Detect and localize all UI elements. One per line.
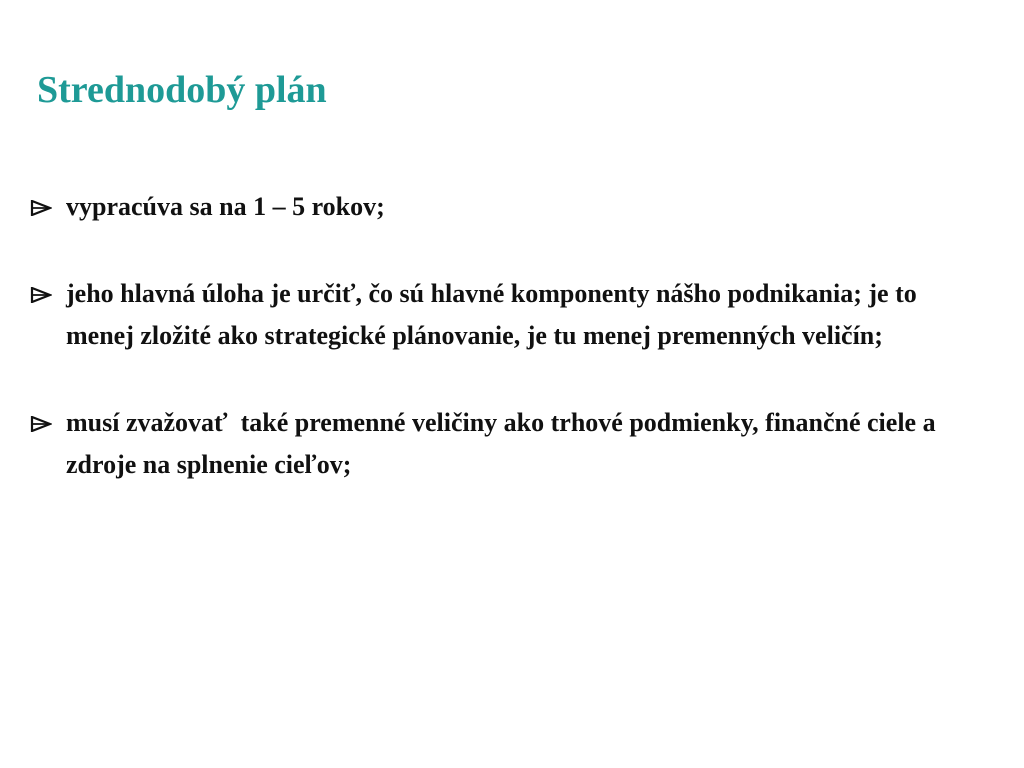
arrowhead-bullet-icon	[30, 416, 52, 432]
bullet-text: musí zvažovať také premenné veličiny ako trhové podmienky, finančné ciele a zdroje na splnenie cieľov;	[66, 408, 943, 479]
slide-title: Strednodobý plán	[37, 69, 327, 111]
bullet-text: vypracúva sa na 1 – 5 rokov;	[66, 192, 385, 221]
arrowhead-bullet-icon	[30, 287, 52, 303]
bullet-item	[30, 402, 990, 486]
bullet-list	[30, 186, 990, 486]
bullet-text: jeho hlavná úloha je určiť, čo sú hlavné komponenty nášho podnikania; je to menej zložité ako strategické plánovanie, je tu menej premenných veličín;	[66, 279, 924, 350]
arrowhead-bullet-icon	[30, 200, 52, 216]
bullet-item	[30, 273, 990, 357]
bullet-item	[30, 186, 990, 228]
